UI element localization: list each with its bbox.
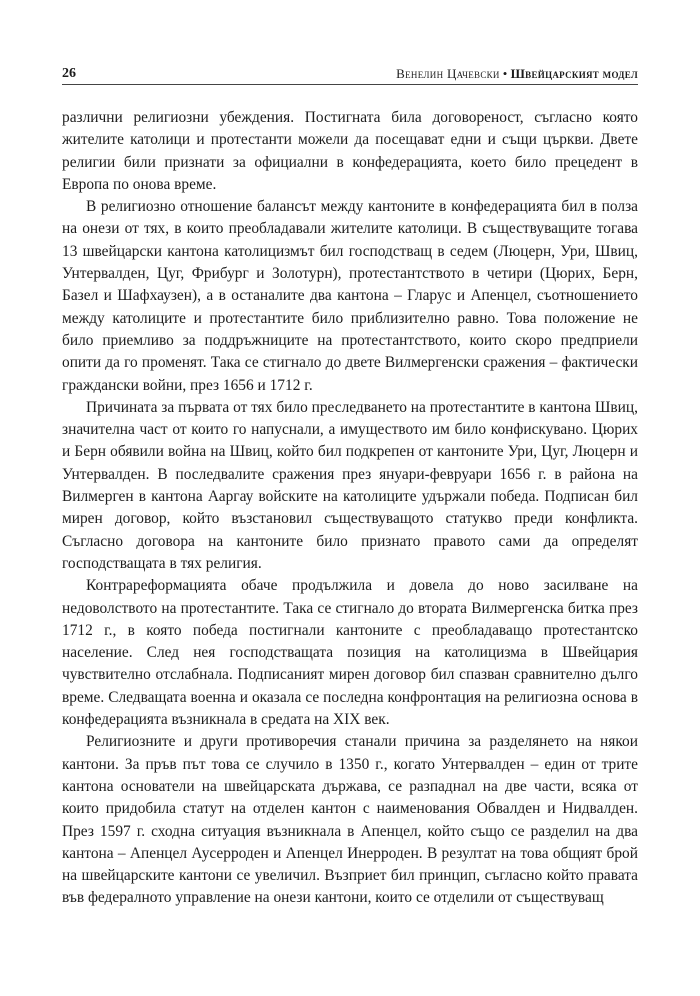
page-header xyxy=(62,64,638,85)
page-number: 26 xyxy=(62,66,76,81)
paragraph: Религиозните и други противоречия станали причина за разделянето на някои кантони. За пръв път това се случило в 1350 г., когато Унтервалден – един от трите кантона основатели на швейцарската държава, се разпаднал на две части, всяка от които придобила статут на отделен кантон с наименования Обвалден и Нидвалден. През 1597 г. сходна ситуация възникнала в Апенцел, който също се разделил на два кантона – Апенцел Аусерроден и Апенцел Инерроден. В резултат на това общият брой на швейцарските кантони се увеличил. Възприет бил принцип, съгласно който правата във федералното управление на онези кантони, които се отделили от съществуващ xyxy=(62,733,638,907)
running-head xyxy=(396,66,638,82)
header-separator: • xyxy=(502,66,508,81)
paragraph: В религиозно отношение балансът между кантоните в конфедерацията бил в полза на онези от тях, в които преобладавали жителите католици. В съществуващите тогава 13 швейцарски кантона католицизмът бил господстващ в седем (Люцерн, Ури, Швиц, Унтервалден, Цуг, Фрибург и Золотурн), протестантството в четири (Цюрих, Берн, Базел и Шафхаузен), а в останалите два кантона – Гларус и Апенцел, съотношението между католиците и протестантите било приблизително равно. Това положение не било приемливо за поддръжниците на протестантството, които скоро предприели опити да го променят. Така се стигнало до двете Вилмергенски сражения – фактически граждански войни, през 1656 и 1712 г. xyxy=(62,198,638,394)
author-name: Венелин Цачевски xyxy=(396,66,500,81)
body-text xyxy=(62,107,638,910)
paragraph: Причината за първата от тях било преследването на протестантите в кантона Швиц, значителна част от които го напуснали, а имуществото им било конфискувано. Цюрих и Берн обявили война на Швиц, който бил подкрепен от кантоните Ури, Цуг, Люцерн и Унтервалден. В последвалите сражения през януари-февруари 1656 г. в района на Вилмерген в кантона Ааргау войските на католиците удържали победа. Подписан бил мирен договор, който възстановил съществуващото статукво преди конфликта. Съгласно договора на кантоните било признато правото сами да определят господстващата в тях религия. xyxy=(62,398,638,572)
book-page xyxy=(62,64,638,910)
book-title: Швейцарският модел xyxy=(510,66,638,81)
paragraph: Контрареформацията обаче продължила и довела до ново засилване на недоволството на протестантите. Така се стигнало до втората Вилмергенска битка през 1712 г., в която победа постигнали кантоните с преобладаващо протестантско население. След нея господстващата позиция на католицизма в Швейцария чувствително отслабнала. Подписаният мирен договор бил спазван сравнително дълго време. Следващата военна и оказала се последна конфронтация на религиозна основа в конфедерацията възникнала в средата на XIX век. xyxy=(62,577,638,729)
paragraph-continuation: различни религиозни убеждения. Постигната била договореност, съгласно която жителите католици и протестанти можели да посещават едни и същи църкви. Двете религии били признати за официални в конфедерацията, което било прецедент в Европа по онова време. xyxy=(62,109,638,193)
